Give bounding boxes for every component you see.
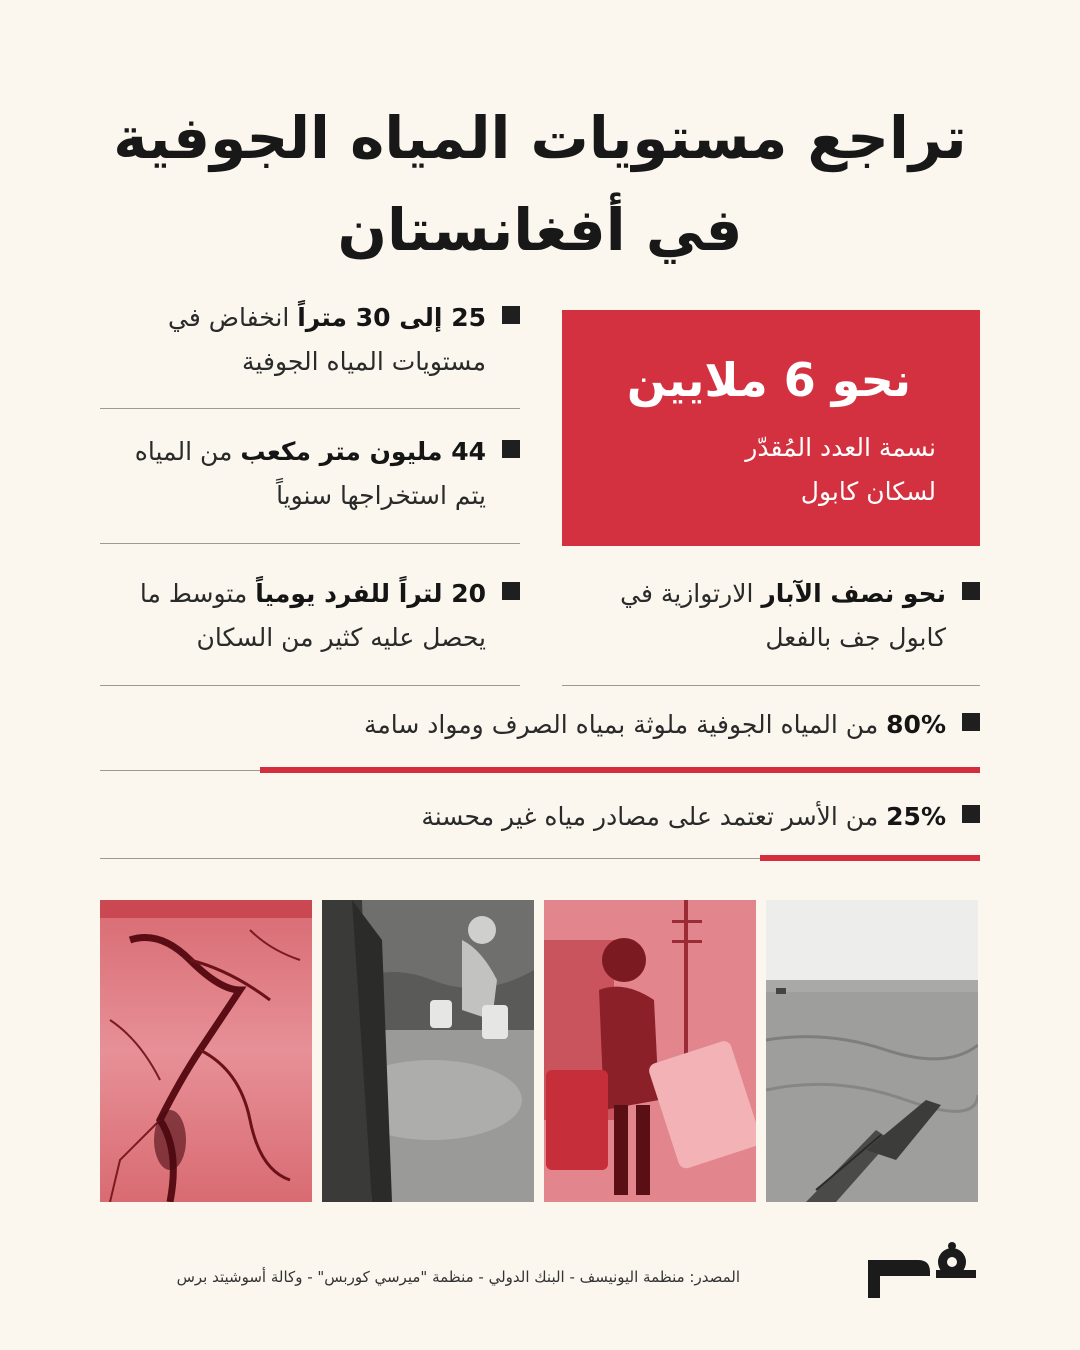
- stat-text: [100, 572, 520, 660]
- divider: [100, 770, 260, 771]
- stat-item: [100, 430, 520, 518]
- bullet-square-icon: [502, 306, 520, 324]
- dry-lake-boats-photo: [766, 900, 978, 1202]
- population-highlight-box: [562, 310, 980, 546]
- cracked-ground-photo: [100, 900, 312, 1202]
- stat-text: [100, 795, 980, 839]
- stat-value: 44 مليون متر مكعب: [240, 437, 486, 466]
- stat-description: انخفاض في مستويات المياه الجوفية: [168, 303, 486, 376]
- stat-description: من المياه يتم استخراجها سنوياً: [134, 437, 486, 510]
- progress-bar-80: [260, 767, 980, 773]
- highlight-caption: [602, 426, 936, 514]
- divider: [100, 858, 760, 859]
- highlight-caption-line-1: نسمة العدد المُقدّر: [745, 433, 936, 462]
- divider: [100, 685, 520, 686]
- stat-value: 25%: [886, 802, 946, 831]
- stat-text: [100, 703, 980, 747]
- divider: [100, 543, 520, 544]
- water-collection-photo: [322, 900, 534, 1202]
- stat-value: نحو نصف الآبار: [761, 579, 946, 608]
- title-line-1: تراجع مستويات المياه الجوفية: [113, 104, 967, 172]
- highlight-value: نحو 6 ملايين: [626, 353, 912, 407]
- bullet-square-icon: [962, 713, 980, 731]
- stat-text: [562, 572, 980, 660]
- highlight-caption-line-2: لسكان كابول: [800, 477, 936, 506]
- stat-item: [100, 795, 980, 839]
- bullet-square-icon: [502, 440, 520, 458]
- stat-item: [562, 572, 980, 660]
- source-citation: المصدر: منظمة اليونيسف - البنك الدولي - منظمة "ميرسي كوربس" - وكالة أسوشيتد برس: [176, 1268, 740, 1286]
- stat-description: من المياه الجوفية ملوثة بمياه الصرف ومواد سامة: [363, 710, 887, 739]
- photo-strip: [100, 900, 980, 1202]
- stat-description: متوسط ما يحصل عليه كثير من السكان: [139, 579, 486, 652]
- stat-item: [100, 296, 520, 384]
- stat-text: [100, 296, 520, 384]
- title-line-2: في أفغانستان: [337, 196, 743, 264]
- divider: [100, 408, 520, 409]
- stat-item: [100, 572, 520, 660]
- child-jerrycans-photo: [544, 900, 756, 1202]
- page-title: [0, 92, 1080, 276]
- stat-description: من الأسر تعتمد على مصادر مياه غير محسنة: [421, 802, 887, 831]
- bullet-square-icon: [962, 805, 980, 823]
- progress-bar-25: [760, 855, 980, 861]
- stat-text: [100, 430, 520, 518]
- bullet-square-icon: [962, 582, 980, 600]
- stat-value: 80%: [886, 710, 946, 739]
- brand-logo: [860, 1240, 980, 1300]
- stat-description: الارتوازية في كابول جف بالفعل: [620, 579, 946, 652]
- stat-value: 20 لتراً للفرد يومياً: [255, 579, 486, 608]
- stat-value: 25 إلى 30 متراً: [297, 303, 486, 332]
- divider: [562, 685, 980, 686]
- stat-item: [100, 703, 980, 747]
- bullet-square-icon: [502, 582, 520, 600]
